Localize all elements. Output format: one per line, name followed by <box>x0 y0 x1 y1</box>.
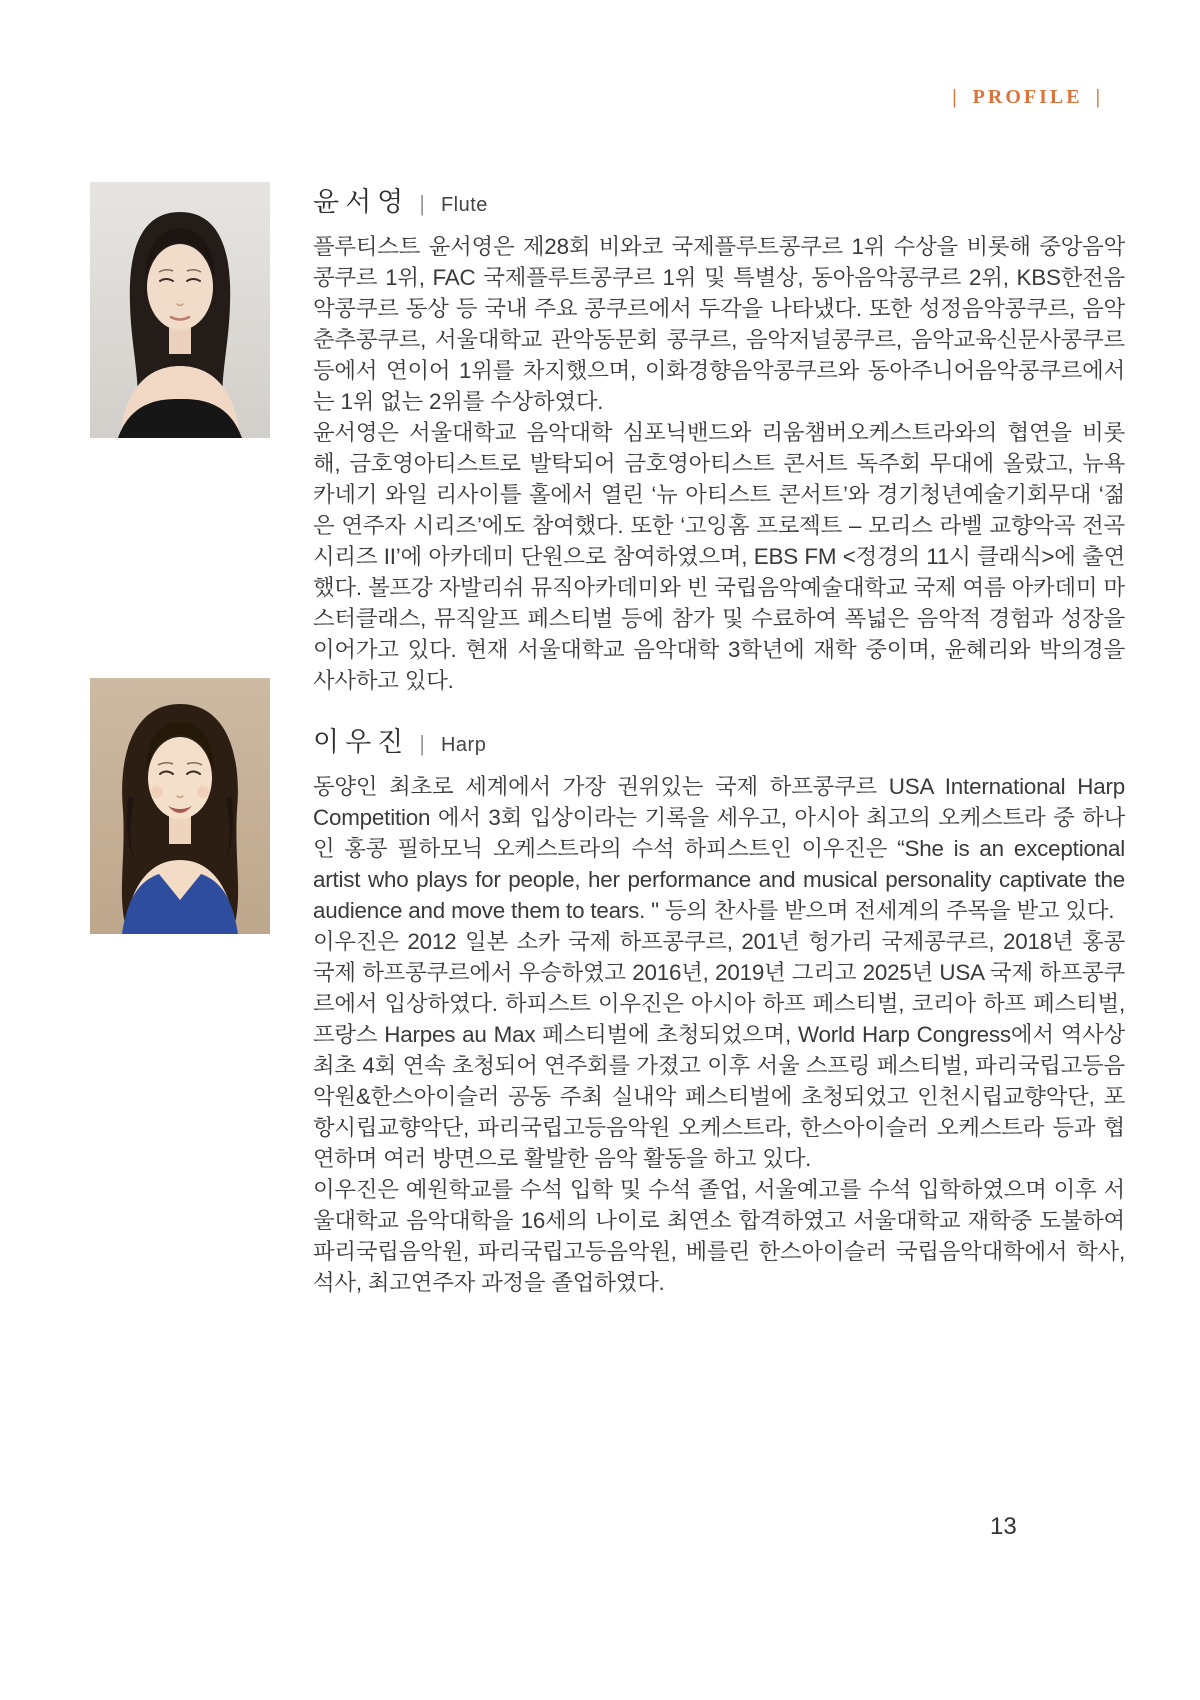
flutist-profile-content <box>313 186 1125 696</box>
flutist-bio-paragraph-1: 플루티스트 윤서영은 제28회 비와코 국제플루트콩쿠르 1위 수상을 비롯해 중앙음악콩쿠르 1위, FAC 국제플루트콩쿠르 1위 및 특별상, 동아음악콩쿠르 2위, KBS한전음악콩쿠르 동상 등 국내 주요 콩쿠르에서 두각을 나타냈다. 또한 성정음악콩쿠르, 음악춘추콩쿠르, 서울대학교 관악동문회 콩쿠르, 음악저널콩쿠르, 음악교육신문사콩쿠르 등에서 연이어 1위를 차지했으며, 이화경향음악콩쿠르와 동아주니어음악콩쿠르에서는 1위 없는 2위를 수상하였다. <box>313 234 1125 414</box>
page-number: 13 <box>990 1513 1017 1540</box>
flutist-name-row <box>313 186 1125 221</box>
flutist-portrait-illustration <box>90 182 270 438</box>
flutist-portrait-photo <box>90 182 270 438</box>
harpist-portrait-illustration <box>90 678 270 934</box>
harpist-instrument-label: Harp <box>440 734 487 756</box>
harpist-bio-paragraph-2: 이우진은 2012 일본 소카 국제 하프콩쿠르, 201년 헝가리 국제콩쿠르, 2018년 홍콩 국제 하프콩쿠르에서 우승하였고 2016년, 2019년 그리고 2025년 USA 국제 하프콩쿠르에서 입상하였다. 하피스트 이우진은 아시아 하프 페스티벌, 코리아 하프 페스티벌, 프랑스 Harpes au Max 페스티벌에 초청되었으며, World Harp Congress에서 역사상 최초 4회 연속 초청되어 연주회를 가졌고 이후 서울 스프링 페스티벌, 파리국립고등음악원&한스아이슬러 공동 주최 실내악 페스티벌에 초청되었고 인천시립교향악단, 포항시립교향악단, 파리국립고등음악원 오케스트라, 한스아이슬러 오케스트라 등과 협연하며 여러 방면으로 활발한 음악 활동을 하고 있다. <box>313 929 1125 1171</box>
profile-section-header: | PROFILE | <box>952 86 1103 108</box>
name-divider-bar: | <box>419 191 425 216</box>
name-divider-bar: | <box>419 731 425 756</box>
harpist-portrait-photo <box>90 678 270 934</box>
harpist-bio-paragraph-3: 이우진은 예원학교를 수석 입학 및 수석 졸업, 서울예고를 수석 입학하였으며 이후 서울대학교 음악대학을 16세의 나이로 최연소 합격하였고 서울대학교 재학중 도불하여 파리국립음악원, 파리국립고등음악원, 베를린 한스아이슬러 국립음악대학에서 학사, 석사, 최고연주자 과정을 졸업하였다. <box>313 1177 1125 1295</box>
flutist-name: 윤서영 <box>313 187 410 217</box>
harpist-bio <box>313 771 1125 1298</box>
harpist-bio-paragraph-1: 동양인 최초로 세계에서 가장 권위있는 국제 하프콩쿠르 USA International Harp Competition 에서 3회 입상이라는 기록을 세우고, 아시아 최고의 오케스트라 중 하나인 홍콩 필하모닉 오케스트라의 수석 하피스트인 이우진은 “She is an exceptional artist who plays for people, her performance and musical personality captivate the audience and move them to tears. " 등의 찬사를 받으며 전세계의 주목을 받고 있다. <box>313 774 1125 923</box>
flutist-bio <box>313 231 1125 696</box>
harpist-name-row <box>313 726 1125 761</box>
harpist-profile-content <box>313 726 1125 1298</box>
flutist-instrument-label: Flute <box>440 194 488 216</box>
flutist-bio-paragraph-2: 윤서영은 서울대학교 음악대학 심포닉밴드와 리움챔버오케스트라와의 협연을 비롯해, 금호영아티스트로 발탁되어 금호영아티스트 콘서트 독주회 무대에 올랐고, 뉴욕 카네기 와일 리사이틀 홀에서 열린 ‘뉴 아티스트 콘서트’와 경기청년예술기회무대 ‘젊은 연주자 시리즈’에도 참여했다. 또한 ‘고잉홈 프로젝트 – 모리스 라벨 교향악곡 전곡 시리즈 II’에 아카데미 단원으로 참여하였으며, EBS FM <정경의 11시 클래식>에 출연했다. 볼프강 자발리쉬 뮤직아카데미와 빈 국립음악예술대학교 국제 여름 아카데미 마스터클래스, 뮤직알프 페스티벌 등에 참가 및 수료하여 폭넓은 음악적 경험과 성장을 이어가고 있다. 현재 서울대학교 음악대학 3학년에 재학 중이며, 윤혜리와 박의경을 사사하고 있다. <box>313 420 1125 693</box>
harpist-name: 이우진 <box>313 727 410 757</box>
